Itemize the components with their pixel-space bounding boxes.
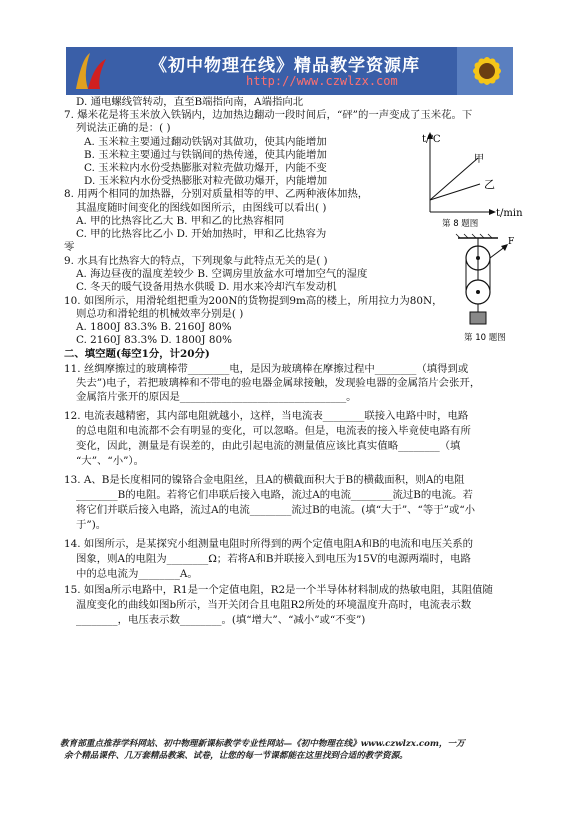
q10-stem-cont: 则总功和滑轮组的机械效率分别是( ) xyxy=(76,308,244,320)
page-footer xyxy=(60,738,530,762)
q10-stem: 10. 如图所示，用滑轮组把重为200N的货物提到9m高的楼上，所用拉力为80N， xyxy=(64,295,443,307)
figure-10-pulley xyxy=(450,232,520,346)
sunflower-icon xyxy=(457,47,513,95)
q7-option-d: D. 玉米粒内水份受热膨胀对粒壳做功爆开，内能增加 xyxy=(84,175,328,187)
q7-stem-cont: 列说法正确的是：( ) xyxy=(76,122,171,134)
series-label-jia: 甲 xyxy=(474,154,484,165)
q13-line2: ________B的电阻。若将它们串联后接入电路，流过A的电流________流过B的电流。若 xyxy=(76,489,473,501)
q9-stem: 9. 水具有比热容大的特点，下列现象与此特点无关的是( ) xyxy=(64,255,328,267)
section-title-fill-in: 二、填空题(每空1分，计20分) xyxy=(64,348,210,360)
series-yi-line xyxy=(430,184,480,200)
q13-line1: 13. A、B是长度相同的镍铬合金电阻丝，且A的横截面积大于B的横截面积，则A的电阻 xyxy=(64,474,465,486)
x-axis-label: t/min xyxy=(496,208,523,219)
footer-line-2: 余个精品课件、几万套精品教案、试卷，让您的每一节课都能在这里找到合适的教学资源。 xyxy=(64,751,408,761)
q7-option-c: C. 玉米粒内水份受热膨胀对粒壳做功爆开，内能不变 xyxy=(84,162,327,174)
figure-8-caption: 第 8 题图 xyxy=(442,219,479,229)
header-banner xyxy=(66,47,513,95)
q11-line2: 失去”)电子，若把玻璃棒和不带电的验电器金属球接触，发现验电器的金属箔片会张开， xyxy=(76,377,481,389)
q10-options-cd: C. 2160J 83.3% D. 1800J 80% xyxy=(76,334,232,346)
q8-stem-cont: 其温度随时间变化的图线如图所示，由图线可以看出( ) xyxy=(76,202,327,214)
q14-line1: 14. 如图所示，是某探究小组测量电阻时所得到的两个定值电阻A和B的电流和电压关系的 xyxy=(64,538,474,550)
y-axis-label: t/℃ xyxy=(422,134,441,145)
figure-10-caption: 第 10 题图 xyxy=(464,333,506,343)
q7-option-a: A. 玉米粒主要通过翻动铁锅对其做功，使其内能增加 xyxy=(84,136,327,148)
q7-option-b: B. 玉米粒主要通过与铁锅间的热传递，使其内能增加 xyxy=(84,149,327,161)
q11-line3: 金属箔片张开的原因是________________________________。 xyxy=(76,391,357,403)
q9-options-ab: A. 海边昼夜的温度差较少 B. 空调房里放盆水可增加空气的湿度 xyxy=(76,268,368,280)
cargo-box xyxy=(470,312,486,324)
q8-options-cd: C. 甲的比热容比乙小 D. 开始加热时，甲和乙比热容为 xyxy=(76,228,327,240)
q14-line2: 图象，则A的电阻为________Ω；若将A和B并联接入到电压为15V的电源两端时，电路 xyxy=(76,553,471,565)
series-jia-line xyxy=(430,158,478,200)
q13-line3: 将它们并联后接入电路，流过A的电流________流过B的电流。(填“大于”、“等于”或“小 xyxy=(76,504,476,516)
q8-options-ab: A. 甲的比热容比乙大 B. 甲和乙的比热容相同 xyxy=(76,215,285,227)
footer-line-1: 教育部重点推荐学科网站、初中物理新课标教学专业性网站—《初中物理在线》www.czwlzx.com，一万 xyxy=(60,739,465,749)
q7-stem: 7. 爆米花是将玉米放入铁锅内，边加热边翻动一段时间后，“砰”的一声变成了玉米花。下 xyxy=(64,109,473,121)
q15-line3: ________，电压表示数________。(填“增大”、“减小”或“不变”) xyxy=(76,614,366,626)
q13-line4: 于”)。 xyxy=(76,519,107,531)
q15-line2: 温度变化的曲线如图b所示，当开关闭合且电阻R2所处的环境温度升高时，电流表示数 xyxy=(76,599,472,611)
q12-line2: 的总电阻和电流都不会有明显的变化，可以忽略。但是，电流表的接入毕竟使电路有所 xyxy=(76,425,471,437)
figure-8-graph xyxy=(420,126,528,230)
q12-line4: “大”、“小”）。 xyxy=(76,455,145,467)
q15-line1: 15. 如图a所示电路中，R1是一个定值电阻，R2是一个半导体材料制成的热敏电阻，其阻值随 xyxy=(64,584,493,596)
banner-url[interactable]: http://www.czwlzx.com xyxy=(246,74,398,88)
q10-options-ab: A. 1800J 83.3% B. 2160J 80% xyxy=(76,321,232,333)
q9-options-cd: C. 冬天的暖气设备用热水供暖 D. 用水来冷却汽车发动机 xyxy=(76,281,337,293)
q12-line1: 12. 电流表越精密，其内部电阻就越小，这样，当电流表________联接入电路中时，电路 xyxy=(64,410,469,422)
series-label-yi: 乙 xyxy=(484,178,495,191)
q8-options-cd-cont: 零 xyxy=(64,241,75,253)
q12-line3: 变化，因此，测量是有误差的，由此引起电流的测量值应该比真实值略________（填 xyxy=(76,440,461,452)
q6-option-d: D. 通电螺线管转动，直至B端指向南，A端指向北 xyxy=(76,96,304,108)
q8-stem: 8. 用两个相同的加热器，分别对质量相等的甲、乙两种液体加热， xyxy=(64,188,369,200)
site-logo-icon xyxy=(70,49,110,93)
q11-line1: 11. 丝绸摩擦过的玻璃棒带________电，是因为玻璃棒在摩擦过程中________（填得到或 xyxy=(64,363,469,375)
q14-line3: 中的总电流为________A。 xyxy=(76,568,198,580)
banner-title: 《初中物理在线》精品教学资源库 xyxy=(150,56,420,76)
force-label: F xyxy=(508,237,515,247)
